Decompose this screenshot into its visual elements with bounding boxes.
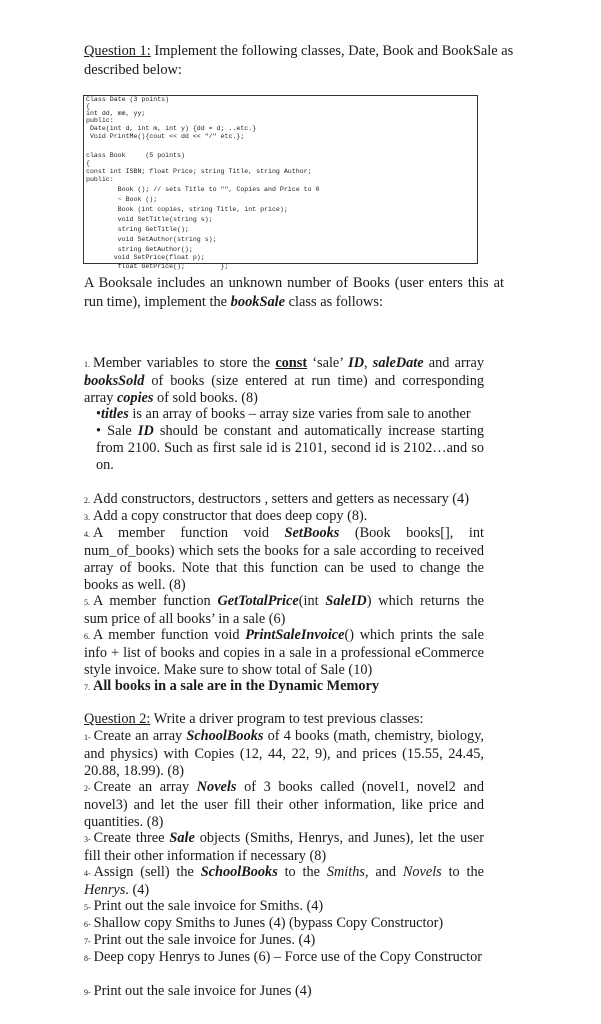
code-line: void SetAuthor(string s);: [86, 236, 217, 243]
q1-item-7-text: All books in a sale are in the Dynamic Memory: [93, 678, 380, 694]
code-line: void SetPrice(float p);: [86, 254, 205, 261]
q1-bullet-sale-id: [96, 423, 484, 474]
q2-item-4-text: Assign (sell) the: [93, 864, 201, 880]
q2-item-5-num: 5-: [84, 903, 91, 912]
bullet: •: [96, 423, 102, 439]
q2-item-7-text: Print out the sale invoice for Junes. (4): [93, 932, 316, 948]
q2-item-8-text: Deep copy Henrys to Junes (6) – Force use of the Copy Constructor: [93, 949, 482, 965]
henrys-term: Henrys: [84, 882, 126, 898]
saledate-term: saleDate: [372, 355, 424, 371]
q1-item-6-num: 6.: [84, 632, 90, 641]
question-1-heading: [84, 42, 524, 80]
q1-bullet-text: Sale: [107, 423, 138, 439]
q1-item-1-text: of sold books. (8): [153, 390, 258, 406]
q1-item-1-text: ,: [364, 355, 373, 371]
q2-item-6-text: Shallow copy Smiths to Junes (4) (bypass Copy Constructor): [93, 915, 444, 931]
q1-item-4-text: A member function void: [93, 525, 285, 541]
q2-item-6: [84, 915, 504, 933]
q1-item-5-num: 5.: [84, 598, 90, 607]
setbooks-term: SetBooks: [284, 525, 340, 541]
q1-item-5-text: A member function: [93, 593, 218, 609]
novels-term: Novels: [402, 864, 442, 880]
id-term: ID: [137, 423, 154, 439]
q1-bullet-text: is an array of books – array size varies from sale to another: [128, 406, 471, 422]
q1-item-1-text: and array: [423, 355, 484, 371]
q2-item-9: [84, 983, 484, 1001]
q1-item-1-num: 1.: [84, 360, 90, 369]
q1-item-6: [84, 627, 484, 679]
booksale-intro-c: class as follows:: [285, 294, 383, 310]
q2-item-1-text: Create an array: [93, 728, 187, 744]
code-line: Book (); // sets Title to "", Copies and Price to 0: [86, 186, 320, 193]
q1-item-2-num: 2.: [84, 496, 90, 505]
code-line: {: [86, 160, 90, 167]
question-1-text: Implement the following classes, Date, Book and BookSale as described below:: [84, 43, 514, 78]
code-line: string GetAuthor();: [86, 246, 193, 253]
code-line: const int ISBN; float Price; string Title, string Author;: [86, 168, 312, 175]
question-2-text: Write a driver program to test previous classes:: [150, 711, 424, 727]
q2-item-1: [84, 728, 484, 780]
booksale-class-name: bookSale: [230, 294, 286, 310]
bullet: •: [96, 406, 102, 422]
code-line: Book (int copies, string Title, int price);: [86, 206, 288, 213]
code-line: public:: [86, 117, 114, 124]
q1-bullet-titles: [96, 406, 486, 423]
q2-item-4-text: , and: [364, 864, 403, 880]
bookssold-term: booksSold: [84, 373, 145, 389]
class-definitions-box: [83, 95, 478, 270]
question-1-label: Question 1:: [84, 43, 151, 59]
q1-item-5-text: (int: [298, 593, 326, 609]
q1-item-4: [84, 525, 484, 594]
id-term: ID: [348, 355, 365, 371]
q2-item-6-num: 6-: [84, 920, 91, 929]
q1-item-3: [84, 508, 484, 526]
printsaleinvoice-term: PrintSaleInvoice: [245, 627, 345, 643]
code-line: string GetTitle();: [86, 226, 189, 233]
q2-item-7: [84, 932, 484, 950]
q2-item-8-num: 8-: [84, 954, 91, 963]
q2-item-5-text: Print out the sale invoice for Smiths. (4): [93, 898, 324, 914]
q1-item-1-text: of books (size entered at run time) and corresponding array: [84, 373, 484, 406]
sale-term: Sale: [169, 830, 195, 846]
q2-item-1-num: 1-: [84, 733, 91, 742]
q2-item-4-num: 4-: [84, 869, 91, 878]
q1-item-1-text: Member variables to store the: [93, 355, 276, 371]
q2-item-9-text: Print out the sale invoice for Junes (4): [93, 983, 312, 999]
q2-item-3-num: 3-: [84, 835, 91, 844]
q1-item-2-text: Add constructors, destructors , setters and getters as necessary (4): [93, 491, 469, 507]
q1-item-4-text: (Book books[], int num_of_books) which sets the books for a sale according to received array of books. Note that this function can be used to change the books as well. (8): [84, 525, 484, 593]
q1-bullet-text: should be constant and automatically increase starting from 2100. Such as first sale id is 2101, second id is 2102…and so on.: [96, 423, 484, 473]
code-line: public:: [86, 176, 114, 183]
gettotalprice-term: GetTotalPrice: [217, 593, 299, 609]
q1-item-7: [84, 678, 484, 696]
code-line: void SetTitle(string s);: [86, 216, 213, 223]
q2-item-2: [84, 779, 484, 831]
q2-item-2-num: 2-: [84, 784, 91, 793]
q2-item-4-text: to the: [277, 864, 327, 880]
saleid-term: SaleID: [325, 593, 367, 609]
code-line: Class Date (3 points): [86, 96, 170, 103]
q2-item-2-text: of 3 books called (novel1, novel2 and novel3) and let the user fill their other information, like price and quantities. (8): [84, 779, 484, 830]
q1-item-7-num: 7.: [84, 683, 90, 692]
code-line: int dd, mm, yy;: [86, 110, 146, 117]
q2-item-3-text: Create three: [93, 830, 170, 846]
q2-item-3-text: objects (Smiths, Henrys, and Junes), let the user fill their other information if necessary (8): [84, 830, 484, 864]
q2-item-9-num: 9-: [84, 988, 91, 997]
q2-item-1-text: of 4 books (math, chemistry, biology, and physics) with Copies (12, 44, 22, 9), and prices (15.55, 24.45, 20.88, 18.99). (8): [84, 728, 484, 779]
copies-term: copies: [116, 390, 154, 406]
code-line: float GetPrice(); };: [86, 263, 229, 270]
code-line: Date(int d, int m, int y) {dd = d; ..etc.}: [86, 125, 257, 132]
smiths-term: Smiths: [326, 864, 365, 880]
code-line: Void PrintMe(){cout << dd << "/" etc.};: [86, 133, 245, 140]
const-keyword: const: [275, 355, 308, 371]
question-2-heading: [84, 711, 504, 728]
code-line: {: [86, 103, 90, 110]
question-2-label: Question 2:: [84, 711, 151, 727]
q2-item-3: [84, 830, 484, 865]
q1-item-6-text: () which prints the sale info + list of books and copies in a sale in a professional eCommerce style invoice. Make sure to show total of Sale (10): [84, 627, 484, 678]
q1-item-2: [84, 491, 484, 509]
q1-item-4-num: 4.: [84, 530, 90, 539]
schoolbooks-term: SchoolBooks: [200, 864, 278, 880]
q1-item-3-text: Add a copy constructor that does deep copy (8).: [93, 508, 368, 524]
q1-item-6-text: A member function void: [93, 627, 246, 643]
q2-item-4-text: to the: [441, 864, 484, 880]
schoolbooks-term: SchoolBooks: [186, 728, 264, 744]
q1-item-5: [84, 593, 484, 628]
code-line: class Book (5 points): [86, 152, 185, 159]
titles-term: titles: [101, 406, 129, 422]
q1-item-1-text: ‘sale’: [307, 355, 349, 371]
q1-item-1: [84, 355, 484, 407]
q2-item-5: [84, 898, 484, 916]
q2-item-4: [84, 864, 484, 899]
code-line: ~ Book ();: [86, 196, 158, 203]
q2-item-4-text: . (4): [125, 882, 150, 898]
booksale-intro: [84, 274, 504, 312]
q2-item-8: [84, 949, 484, 967]
novels-term: Novels: [196, 779, 237, 795]
q1-item-5-text: ) which returns the sum price of all books’ in a sale (6): [84, 593, 484, 627]
q1-item-3-num: 3.: [84, 513, 90, 522]
q2-item-2-text: Create an array: [93, 779, 197, 795]
booksale-intro-a: A Booksale includes an unknown number of Books (user enters this at run time), implement the: [84, 275, 504, 310]
q2-item-7-num: 7-: [84, 937, 91, 946]
